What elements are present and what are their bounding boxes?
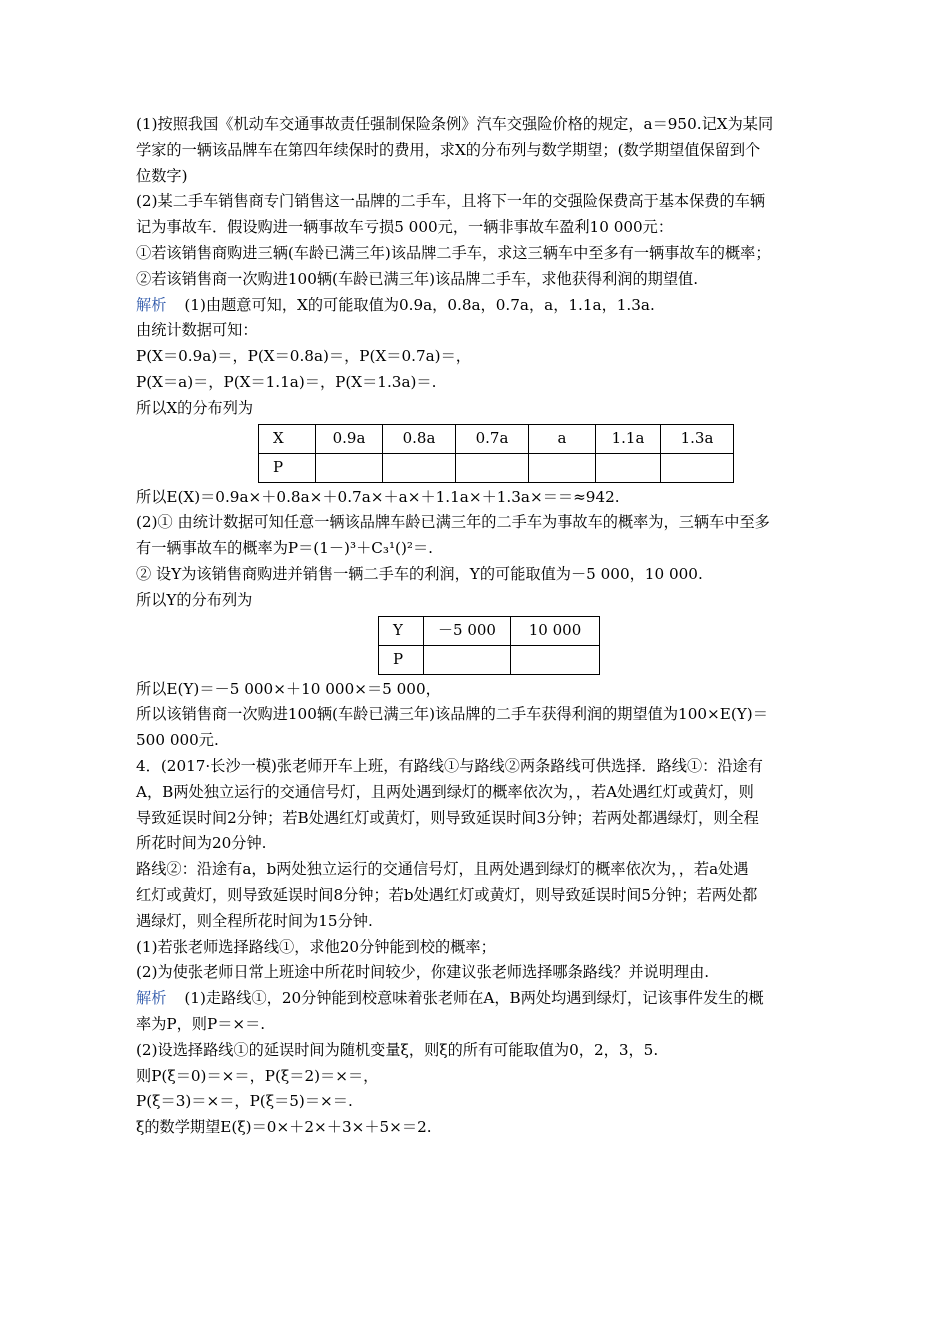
text-line: 由统计数据可知：	[136, 321, 258, 340]
text-line: P(X＝a)＝，P(X＝1.1a)＝，P(X＝1.3a)＝.	[136, 372, 437, 391]
text-line: ② 设Y为该销售商购进并销售一辆二手车的利润，Y的可能取值为－5 000，10 000.	[136, 564, 703, 583]
table-cell	[316, 453, 383, 482]
text-line: (2)为使张老师日常上班途中所花时间较少，你建议张老师选择哪条路线？并说明理由.	[136, 963, 710, 982]
text-line: 则P(ξ＝0)＝×＝，P(ξ＝2)＝×＝，	[136, 1066, 379, 1085]
table-cell: 0.7a	[456, 424, 529, 453]
text-line: 学家的一辆该品牌车在第四年续保时的费用，求X的分布列与数学期望；(数学期望值保留到个	[136, 140, 761, 159]
text-line: (1)若张老师选择路线①，求他20分钟能到校的概率；	[136, 937, 496, 956]
text-line: (2)① 由统计数据可知任意一辆该品牌车龄已满三年的二手车为事故车的概率为，三辆车中至多	[136, 513, 770, 532]
document-page	[136, 112, 836, 1141]
solution-label: 解析	[136, 295, 167, 314]
table-cell: P	[259, 453, 316, 482]
text-line: 500 000元.	[136, 731, 219, 750]
table-row	[379, 645, 600, 674]
table-cell: 0.9a	[316, 424, 383, 453]
text-line: (2)设选择路线①的延误时间为随机变量ξ，则ξ的所有可能取值为0，2，3，5.	[136, 1040, 659, 1059]
table-row	[259, 424, 734, 453]
table-cell: X	[259, 424, 316, 453]
table-cell	[529, 453, 596, 482]
text-line: 红灯或黄灯，则导致延误时间8分钟；若b处遇红灯或黄灯，则导致延误时间5分钟；若两处都	[136, 885, 758, 904]
table-cell	[383, 453, 456, 482]
text-line: P(X＝0.9a)＝，P(X＝0.8a)＝，P(X＝0.7a)＝，	[136, 347, 471, 366]
text-line: ①若该销售商购进三辆(车龄已满三年)该品牌二手车，求这三辆车中至多有一辆事故车的概率；	[136, 243, 771, 262]
text-line: ②若该销售商一次购进100辆(车龄已满三年)该品牌二手车，求他获得利润的期望值.	[136, 269, 699, 288]
solution-line	[136, 986, 836, 1012]
text-line: 所以E(Y)＝－5 000×＋10 000×＝5 000，	[136, 679, 441, 698]
text-line: 所以X的分布列为	[136, 398, 254, 417]
table-cell	[424, 645, 511, 674]
table-cell	[456, 453, 529, 482]
table-cell: Y	[379, 616, 424, 645]
text-line: 导致延误时间2分钟；若B处遇红灯或黄灯，则导致延误时间3分钟；若两处都遇绿灯，则全程	[136, 808, 759, 827]
text-line: 4．(2017·长沙一模)张老师开车上班，有路线①与路线②两条路线可供选择．路线①：沿途有	[136, 756, 763, 775]
text-line: 所花时间为20分钟.	[136, 834, 267, 853]
text-line: ξ的数学期望E(ξ)＝0×＋2×＋3×＋5×＝2.	[136, 1118, 432, 1137]
table-cell: 1.3a	[661, 424, 734, 453]
text-line: P(ξ＝3)＝×＝，P(ξ＝5)＝×＝.	[136, 1092, 353, 1111]
solution-text: (1)走路线①，20分钟能到校意味着张老师在A，B两处均遇到绿灯，记该事件发生的概	[184, 989, 764, 1008]
table-cell: 0.8a	[383, 424, 456, 453]
table-cell: －5 000	[424, 616, 511, 645]
table-cell	[511, 645, 600, 674]
table-cell	[596, 453, 661, 482]
solution-text: (1)由题意可知，X的可能取值为0.9a，0.8a，0.7a，a，1.1a，1.3a.	[184, 295, 655, 314]
text-line: 遇绿灯，则全程所花时间为15分钟.	[136, 911, 373, 930]
text-line: 所以Y的分布列为	[136, 590, 253, 609]
table-row	[259, 453, 734, 482]
solution-line	[136, 293, 836, 319]
text-line: (1)按照我国《机动车交通事故责任强制保险条例》汽车交强险价格的规定，a＝950.记X为某同	[136, 115, 774, 133]
solution-label: 解析	[136, 989, 167, 1008]
table-cell: a	[529, 424, 596, 453]
distribution-table-x	[258, 424, 734, 483]
text-line: A，B两处独立运行的交通信号灯，且两处遇到绿灯的概率依次为，，若A处遇红灯或黄灯，则	[136, 782, 754, 801]
text-line: (2)某二手车销售商专门销售这一品牌的二手车，且将下一年的交强险保费高于基本保费的车辆	[136, 192, 766, 211]
text-line: 有一辆事故车的概率为P＝(1－)³＋C₃¹()²＝.	[136, 539, 434, 558]
distribution-table-y	[378, 616, 600, 675]
table-cell: P	[379, 645, 424, 674]
table-cell: 10 000	[511, 616, 600, 645]
text-line: 率为P，则P＝×＝.	[136, 1014, 266, 1033]
text-line: 所以该销售商一次购进100辆(车龄已满三年)该品牌的二手车获得利润的期望值为100×E(Y)＝	[136, 705, 768, 724]
text-line: 所以E(X)＝0.9a×＋0.8a×＋0.7a×＋a×＋1.1a×＋1.3a×＝＝≈942.	[136, 487, 620, 506]
text-line: 位数字)	[136, 166, 188, 185]
table-row	[379, 616, 600, 645]
table-cell	[661, 453, 734, 482]
text-line: 路线②：沿途有a，b两处独立运行的交通信号灯，且两处遇到绿灯的概率依次为，，若a处遇	[136, 860, 749, 879]
text-line: 记为事故车．假设购进一辆事故车亏损5 000元，一辆非事故车盈利10 000元：	[136, 218, 674, 237]
table-cell: 1.1a	[596, 424, 661, 453]
